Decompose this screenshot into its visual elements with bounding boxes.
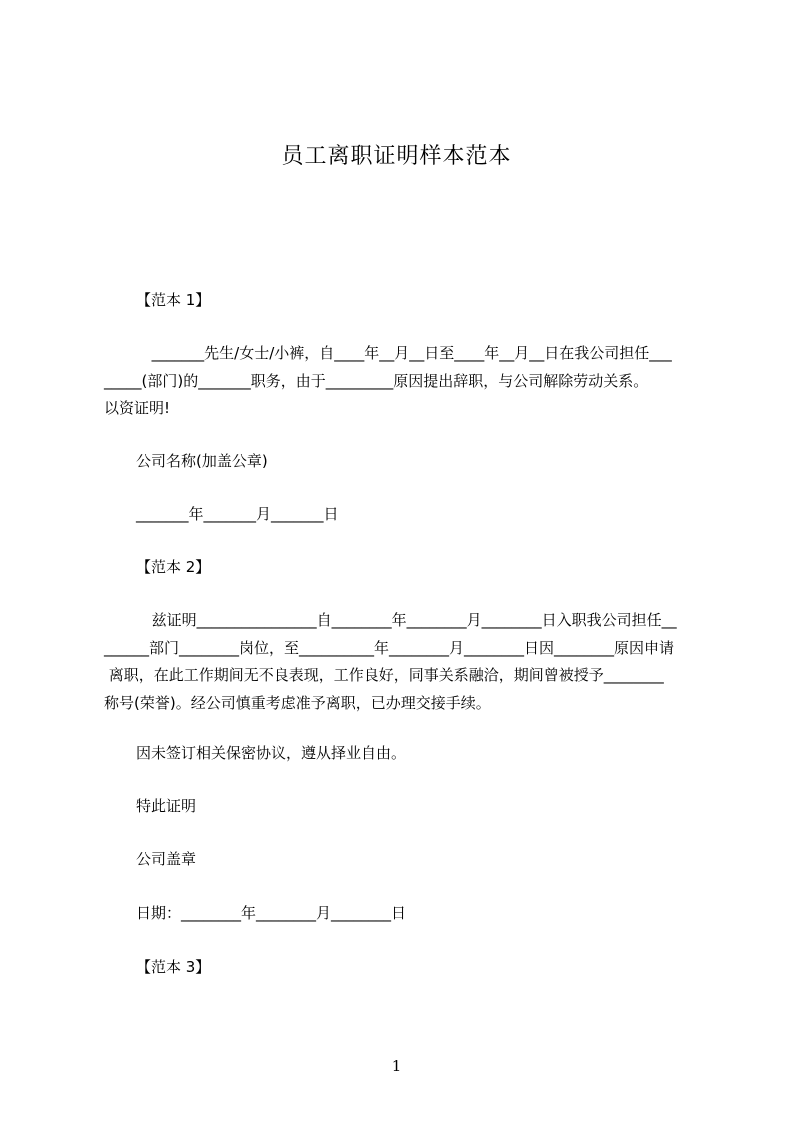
sample2-body-line-3: 离职，在此工作期间无不良表现，工作良好，同事关系融洽，期间曾被授予________: [104, 666, 664, 684]
sample2-date-line: 日期：________年________月________日: [136, 904, 407, 922]
sample1-body-line-3: 以资证明!: [104, 399, 171, 417]
page-number: 1: [391, 1057, 402, 1075]
sample2-confidentiality: 因未签订相关保密协议，遵从择业自由。: [136, 744, 407, 762]
sample2-seal: 公司盖章: [136, 850, 197, 868]
sample1-body-line-2: _____(部门)的_______职务，由于_________原因提出辞职，与公司解除劳动关系。: [104, 371, 649, 390]
document-title: 员工离职证明样本范本: [281, 144, 512, 169]
sample2-body-line-2: ______部门________岗位，至__________年________月________日因________原因申请: [104, 638, 675, 657]
sample2-body: [104, 607, 704, 717]
sample3-heading: 【范本 3】: [136, 958, 211, 976]
sample1-date-line: _______年_______月_______日: [136, 505, 339, 523]
sample2-body-line-1: 兹证明________________自________年________月________日入职我公司担任__: [104, 611, 677, 629]
sample1-company-name: 公司名称(加盖公章): [136, 452, 268, 470]
sample1-body-line-1: _______先生/女士/小裤，自____年__月__日至____年__月__日在我公司担任___: [104, 344, 672, 362]
sample2-certify: 特此证明: [136, 797, 197, 815]
sample2-body-line-4: 称号(荣誉)。经公司慎重考虑准予离职，已办理交接手续。: [104, 693, 491, 712]
sample1-body: [104, 340, 704, 423]
sample2-heading: 【范本 2】: [136, 558, 211, 576]
sample1-heading: 【范本 1】: [136, 291, 211, 309]
